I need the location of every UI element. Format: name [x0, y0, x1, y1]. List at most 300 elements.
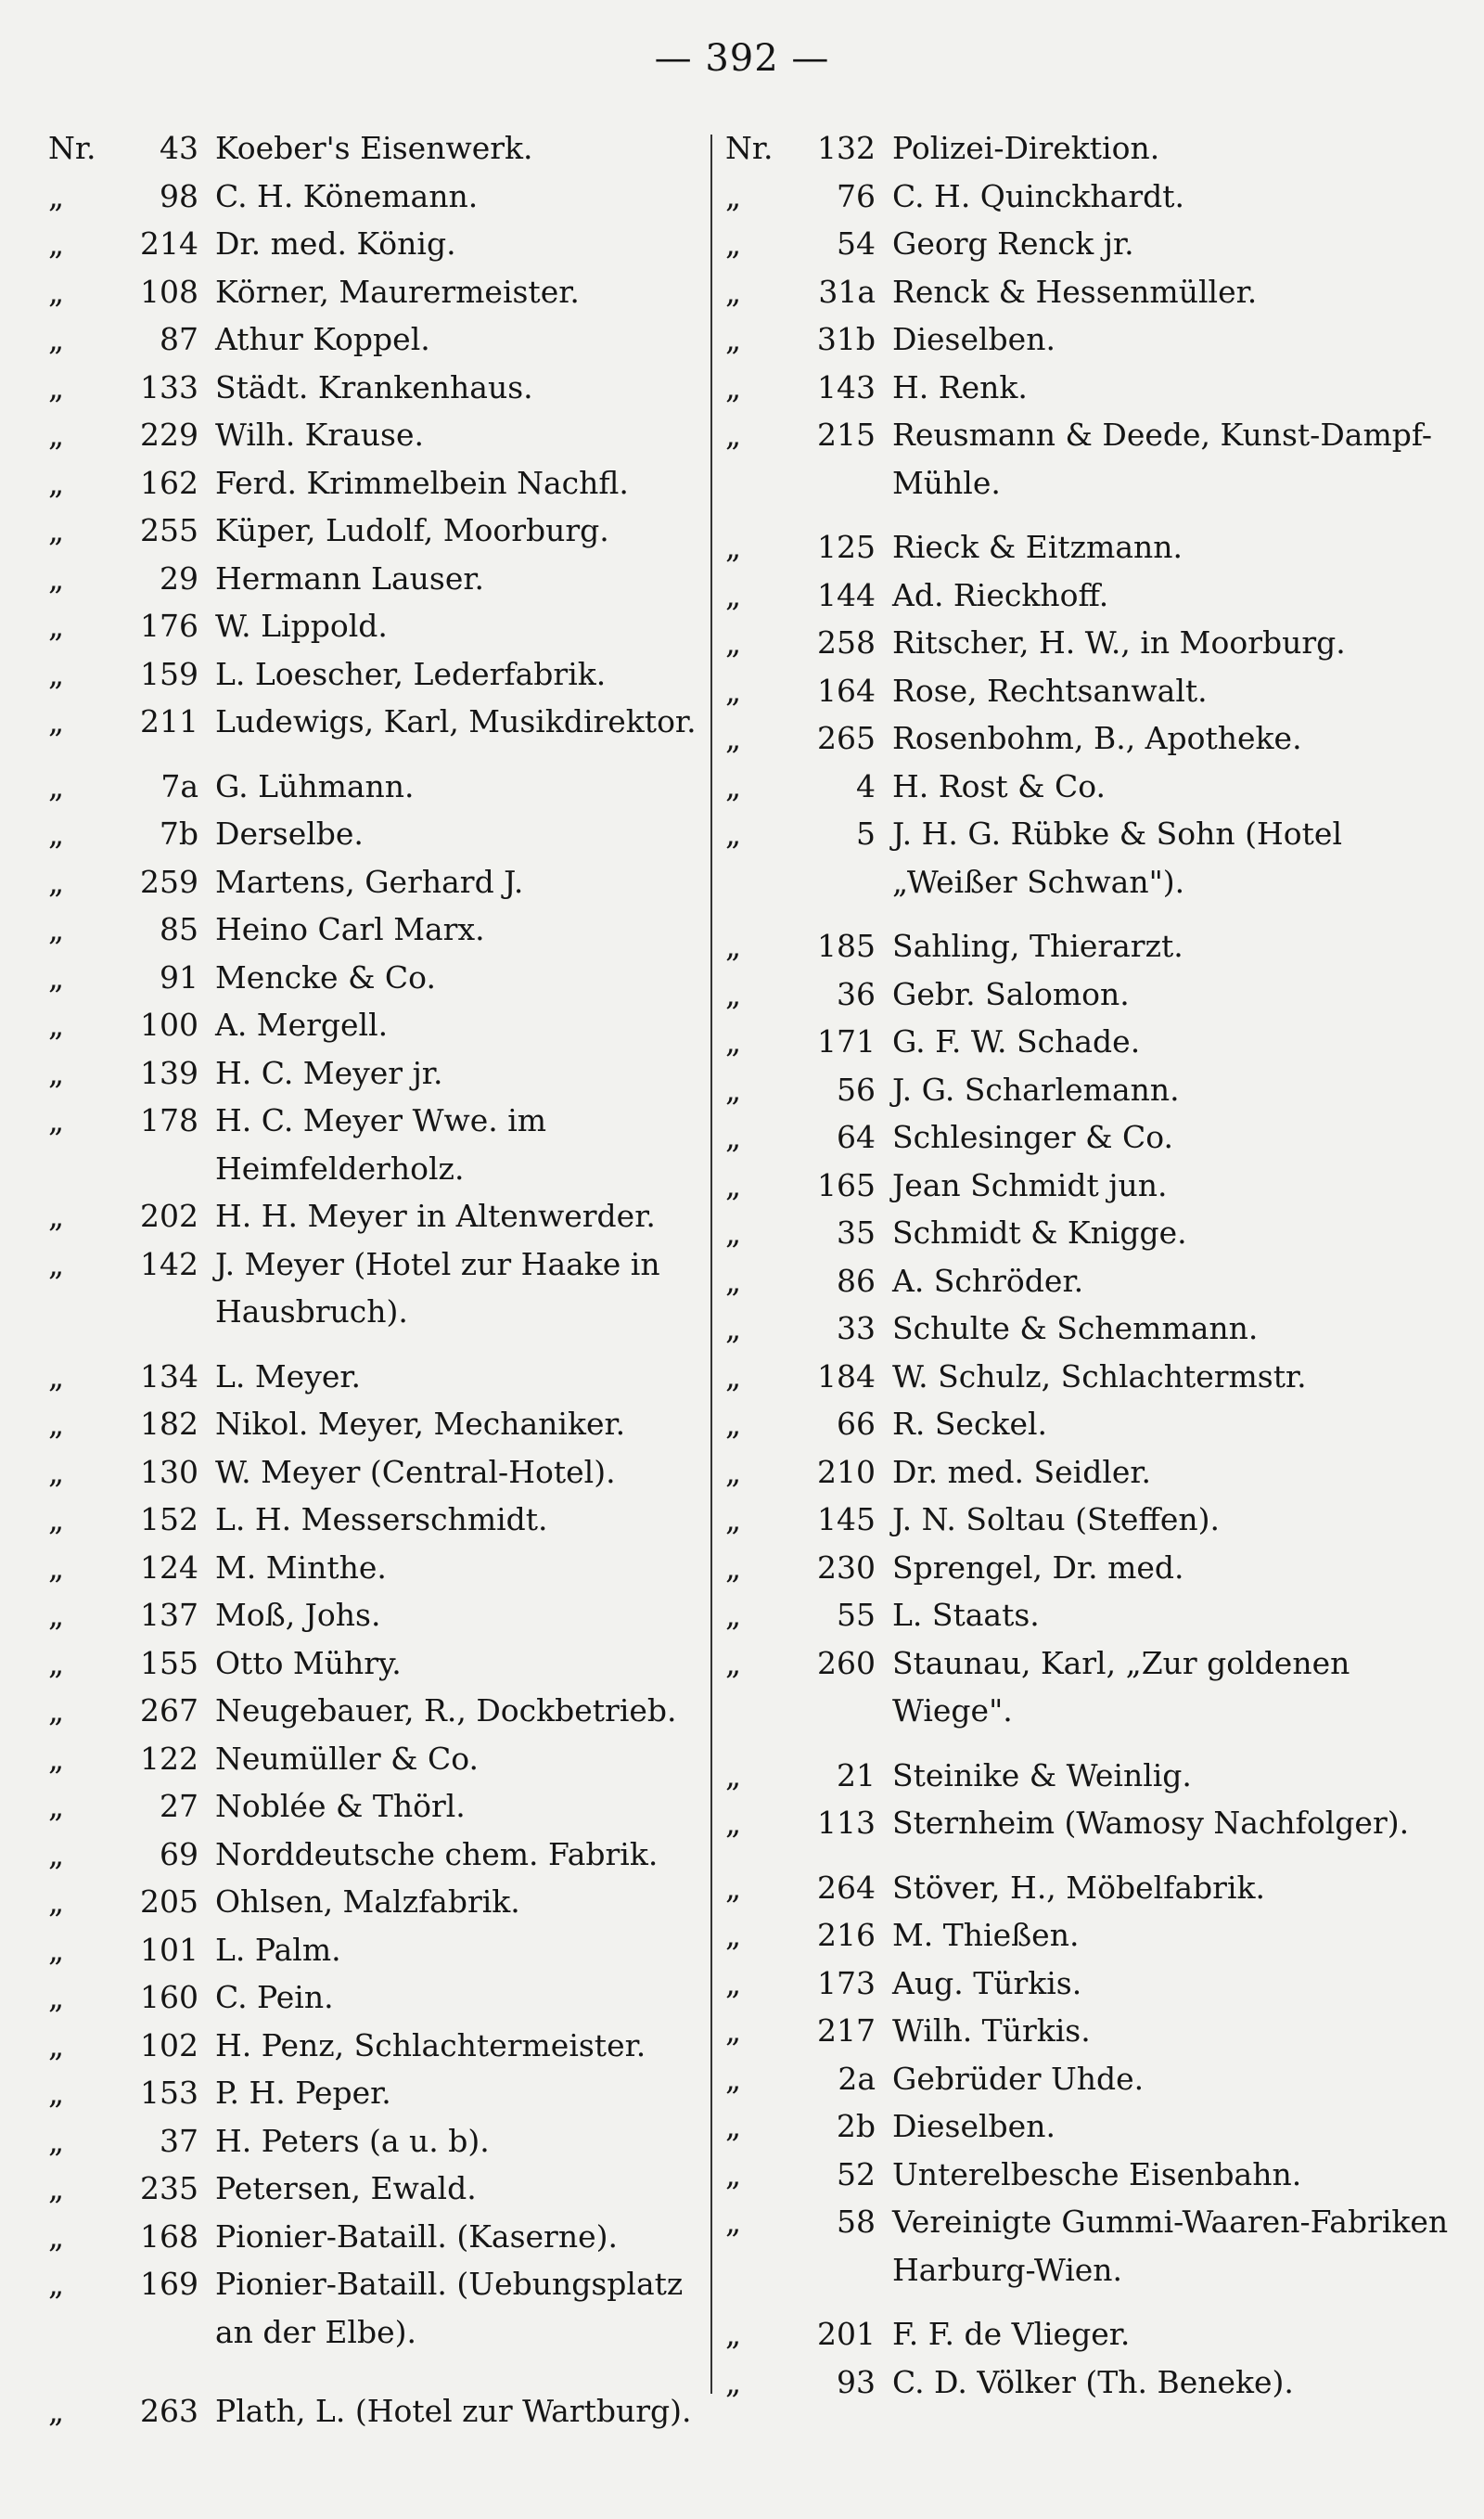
- entry-name: Georg Renck jr.: [892, 225, 1134, 262]
- directory-entry: [48, 1400, 721, 1448]
- entry-number-cell: [48, 2213, 215, 2261]
- entry-prefix: „: [725, 1805, 742, 1841]
- entry-prefix: „: [48, 321, 65, 357]
- entry-number: 137: [140, 1597, 198, 1633]
- entry-number-cell: [725, 2358, 892, 2407]
- directory-entry: [725, 2358, 1458, 2407]
- entry-number: 2a: [838, 2060, 876, 2097]
- directory-entry: [725, 1544, 1458, 1592]
- entry-number-cell: [725, 1496, 892, 1544]
- entry-name: Dr. med. König.: [215, 225, 456, 262]
- entry-name: Jean Schmidt jun.: [892, 1166, 1168, 1203]
- entry-number: 178: [140, 1102, 198, 1138]
- entry-number: 143: [817, 368, 876, 405]
- directory-entry: [48, 602, 721, 650]
- entry-prefix: „: [48, 225, 65, 262]
- entry-name: P. H. Peper.: [215, 2075, 391, 2111]
- entry-number: 230: [817, 1549, 876, 1586]
- directory-entry: [48, 459, 721, 508]
- entry-prefix: „: [725, 1023, 742, 1060]
- entry-prefix: „: [725, 1166, 742, 1203]
- entry-number-cell: [48, 2165, 215, 2213]
- entry-prefix: „: [48, 1453, 65, 1490]
- directory-entry: [48, 1496, 721, 1544]
- entry-number-cell: [48, 364, 215, 412]
- entry-number: 36: [837, 975, 876, 1012]
- directory-entry: [48, 1591, 721, 1639]
- entry-number: 86: [837, 1262, 876, 1299]
- entry-prefix: „: [48, 911, 65, 947]
- entry-number-cell: [48, 1097, 215, 1145]
- entry-number-cell: [725, 364, 892, 412]
- entry-number-cell: [725, 1018, 892, 1066]
- directory-entry: [725, 1448, 1458, 1497]
- entry-name: G. F. W. Schade.: [892, 1023, 1141, 1060]
- entry-prefix: „: [48, 1245, 65, 1282]
- entry-name: Koeber's Eisenwerk.: [215, 130, 533, 166]
- entry-prefix: „: [48, 1692, 65, 1729]
- entry-number-cell: [48, 763, 215, 811]
- entry-name: A. Mergell.: [215, 1007, 389, 1043]
- directory-entry: [48, 1735, 721, 1783]
- entry-number-cell: [48, 810, 215, 858]
- entry-number: 134: [140, 1357, 198, 1394]
- entry-name: H. C. Meyer jr.: [215, 1054, 443, 1091]
- entry-name: Wilh. Krause.: [215, 417, 424, 453]
- entry-name: H. Renk.: [892, 368, 1028, 405]
- entry-number: 122: [140, 1740, 198, 1777]
- directory-entry: [725, 1864, 1458, 1912]
- entry-number: 215: [817, 417, 876, 453]
- entry-prefix: „: [48, 958, 65, 996]
- entry-number-cell: [725, 1591, 892, 1639]
- directory-entry: [725, 1113, 1458, 1162]
- directory-entry: [48, 858, 721, 906]
- entry-prefix: „: [48, 1406, 65, 1442]
- entry-prefix: „: [725, 975, 742, 1012]
- entry-number: 210: [817, 1453, 876, 1490]
- entry-number-cell: [725, 2102, 892, 2151]
- entry-number: 160: [140, 1979, 198, 2015]
- entry-prefix: „: [725, 1501, 742, 1537]
- directory-entry: [725, 1960, 1458, 2008]
- directory-entry: [48, 1192, 721, 1240]
- entry-number-cell: [48, 1448, 215, 1497]
- entry-number-cell: [725, 1911, 892, 1960]
- directory-entry: [48, 173, 721, 221]
- entry-number: 58: [837, 2204, 876, 2240]
- page-number: — 392 —: [654, 37, 830, 80]
- directory-entry: [48, 650, 721, 699]
- entry-prefix: „: [48, 2266, 65, 2302]
- entry-prefix: „: [725, 225, 742, 262]
- entry-prefix: „: [48, 2075, 65, 2111]
- entry-number: 139: [140, 1054, 198, 1091]
- entry-prefix: „: [725, 1453, 742, 1490]
- directory-entry: [48, 268, 721, 316]
- entry-prefix: „: [48, 2393, 65, 2429]
- entry-number-cell: [725, 572, 892, 620]
- entry-number-cell: [48, 1192, 215, 1240]
- directory-entry: [725, 1591, 1458, 1639]
- entry-number-cell: [725, 1400, 892, 1448]
- entry-name: Otto Mühry.: [215, 1644, 402, 1681]
- entry-number-cell: [48, 1400, 215, 1448]
- entry-prefix: „: [725, 1310, 742, 1346]
- entry-number: 205: [140, 1883, 198, 1920]
- entry-number: 69: [160, 1835, 198, 1872]
- entry-number-cell: [725, 1353, 892, 1401]
- directory-entry: [48, 2117, 721, 2166]
- entry-number: 263: [140, 2393, 198, 2429]
- directory-entry: [48, 1831, 721, 1879]
- directory-entry: [725, 1257, 1458, 1305]
- right-column: [725, 124, 1458, 2406]
- entry-number: 201: [817, 2316, 876, 2352]
- entry-number: 27: [160, 1788, 198, 1824]
- entry-name: Petersen, Ewald.: [215, 2170, 477, 2206]
- entry-prefix: „: [725, 1964, 742, 2001]
- entry-name: J. N. Soltau (Steffen).: [892, 1501, 1220, 1537]
- entry-number: 125: [817, 529, 876, 565]
- entry-number-cell: [48, 2022, 215, 2070]
- entry-prefix: Nr.: [48, 130, 96, 166]
- entry-number: 108: [140, 273, 198, 310]
- entry-name: H. C. Meyer Wwe. im Heimfelderholz.: [215, 1102, 547, 1187]
- entry-number: 66: [837, 1406, 876, 1442]
- directory-entry: [48, 2213, 721, 2261]
- entry-prefix: „: [48, 1054, 65, 1091]
- entry-name: L. Meyer.: [215, 1357, 362, 1394]
- entry-number: 132: [817, 130, 876, 166]
- entry-name: C. H. Quinckhardt.: [892, 177, 1184, 214]
- directory-entry: [725, 2055, 1458, 2103]
- directory-entry: [48, 1878, 721, 1926]
- directory-entry: [48, 1687, 721, 1735]
- entry-prefix: „: [48, 2217, 65, 2255]
- entry-number: 152: [140, 1501, 198, 1537]
- entry-number: 229: [140, 417, 198, 453]
- entry-number: 54: [837, 225, 876, 262]
- entry-prefix: „: [48, 1597, 65, 1633]
- entry-prefix: „: [48, 1007, 65, 1043]
- entry-number: 52: [837, 2155, 876, 2192]
- directory-entry: [725, 1162, 1458, 1210]
- entry-prefix: „: [725, 2363, 742, 2400]
- entry-prefix: „: [725, 1262, 742, 1299]
- entry-name: Küper, Ludolf, Moorburg.: [215, 512, 609, 548]
- directory-entry: [48, 1782, 721, 1831]
- entry-number: 35: [837, 1215, 876, 1251]
- entry-prefix: „: [48, 863, 65, 900]
- entry-prefix: Nr.: [725, 130, 774, 166]
- entry-name: L. Palm.: [215, 1931, 341, 1968]
- entry-name: Pionier-Bataill. (Uebungsplatz an der Elbe).: [215, 2266, 684, 2350]
- entry-name: Schulte & Schemmann.: [892, 1310, 1259, 1346]
- entry-number: 217: [817, 2012, 876, 2049]
- entry-prefix: „: [48, 1549, 65, 1586]
- directory-entry: [725, 2198, 1458, 2294]
- directory-entry: [48, 1097, 721, 1192]
- entry-name: Ohlsen, Malzfabrik.: [215, 1883, 520, 1920]
- entry-number: 33: [837, 1310, 876, 1346]
- entry-prefix: „: [725, 368, 742, 405]
- entry-number: 31b: [816, 321, 876, 357]
- entry-name: Städt. Krankenhaus.: [215, 368, 533, 405]
- entry-prefix: „: [48, 1644, 65, 1681]
- entry-name: H. Penz, Schlachtermeister.: [215, 2026, 646, 2063]
- directory-entry: [725, 1911, 1458, 1960]
- directory-entry: [725, 268, 1458, 316]
- entry-prefix: „: [48, 1357, 65, 1394]
- directory-entry: [725, 922, 1458, 970]
- entry-number-cell: [725, 1544, 892, 1592]
- entry-number-cell: [725, 2198, 892, 2246]
- entry-number: 7a: [160, 767, 198, 804]
- entry-number-cell: [725, 2151, 892, 2199]
- entry-number-cell: [48, 1687, 215, 1735]
- entry-prefix: „: [725, 1756, 742, 1793]
- entry-prefix: „: [48, 512, 65, 548]
- entry-name: Sprengel, Dr. med.: [892, 1549, 1184, 1586]
- directory-entry: [725, 619, 1458, 667]
- entry-name: R. Seckel.: [892, 1406, 1048, 1442]
- entry-prefix: „: [725, 1071, 742, 1108]
- directory-entry: [725, 523, 1458, 572]
- entry-number: 98: [160, 177, 198, 214]
- entry-prefix: „: [725, 624, 742, 661]
- entry-number-cell: [48, 2260, 215, 2308]
- directory-entry: [725, 1639, 1458, 1735]
- entry-prefix: „: [725, 2155, 742, 2192]
- entry-prefix: „: [725, 1869, 742, 1906]
- directory-entry: [48, 906, 721, 954]
- entry-number-cell: [725, 1066, 892, 1114]
- directory-entry: [48, 1639, 721, 1688]
- entry-prefix: „: [725, 273, 742, 310]
- entry-name: W. Lippold.: [215, 608, 388, 644]
- entry-number: 76: [837, 177, 876, 214]
- entry-prefix: „: [48, 1740, 65, 1777]
- entry-prefix: „: [725, 816, 742, 852]
- entry-number-cell: [48, 1496, 215, 1544]
- entry-name: Körner, Maurermeister.: [215, 273, 580, 310]
- directory-entry: [48, 220, 721, 268]
- entry-name: Unterelbesche Eisenbahn.: [892, 2155, 1302, 2192]
- directory-entry: [48, 124, 721, 173]
- directory-entry: [725, 364, 1458, 412]
- entry-prefix: „: [48, 1883, 65, 1920]
- entry-name: L. H. Messerschmidt.: [215, 1501, 548, 1537]
- entry-number: 165: [817, 1166, 876, 1203]
- directory-entry: [48, 698, 721, 746]
- entry-number: 264: [817, 1869, 876, 1906]
- directory-entry: [48, 2387, 721, 2435]
- directory-entry: [48, 1973, 721, 2022]
- entry-prefix: „: [48, 2170, 65, 2206]
- entry-name: Ad. Rieckhoff.: [892, 576, 1109, 613]
- entry-number-cell: [48, 268, 215, 316]
- entry-number-cell: [48, 1240, 215, 1289]
- entry-number-cell: [48, 1782, 215, 1831]
- directory-entry: [725, 667, 1458, 715]
- entry-number: 21: [837, 1756, 876, 1793]
- entry-number-cell: [725, 1304, 892, 1353]
- entry-prefix: „: [725, 321, 742, 357]
- directory-entry: [725, 220, 1458, 268]
- directory-entry: [48, 507, 721, 555]
- entry-name: Mencke & Co.: [215, 958, 436, 996]
- entry-number-cell: [725, 315, 892, 364]
- entry-number: 259: [140, 863, 198, 900]
- entry-name: J. G. Scharlemann.: [892, 1071, 1180, 1108]
- entry-number-cell: [48, 858, 215, 906]
- directory-entry: [725, 572, 1458, 620]
- directory-entry: [725, 970, 1458, 1019]
- entry-number-cell: [725, 411, 892, 459]
- entry-number: 214: [140, 225, 198, 262]
- directory-entry: [725, 2310, 1458, 2358]
- entry-name: M. Thießen.: [892, 1917, 1080, 1953]
- entry-prefix: „: [725, 177, 742, 214]
- entry-prefix: „: [725, 1597, 742, 1633]
- entry-number-cell: [725, 2055, 892, 2103]
- entry-name: Gebr. Salomon.: [892, 975, 1130, 1012]
- entry-number-cell: [725, 220, 892, 268]
- entry-name: H. Peters (a u. b).: [215, 2122, 490, 2159]
- directory-entry: [48, 1926, 721, 1974]
- entry-name: Vereinigte Gummi-Waaren-Fabriken Harburg-Wien.: [892, 2204, 1449, 2288]
- entry-name: H. Rost & Co.: [892, 767, 1107, 804]
- entry-number: 133: [140, 368, 198, 405]
- entry-number: 37: [160, 2122, 198, 2159]
- entry-prefix: „: [725, 576, 742, 613]
- entry-prefix: „: [48, 1198, 65, 1234]
- entry-number: 130: [140, 1453, 198, 1490]
- entry-number-cell: [725, 173, 892, 221]
- entry-name: Aug. Türkis.: [892, 1964, 1082, 2001]
- entry-number-cell: [48, 220, 215, 268]
- entry-name: Plath, L. (Hotel zur Wartburg).: [215, 2393, 692, 2429]
- entry-number: 185: [817, 928, 876, 964]
- directory-entry: [725, 1400, 1458, 1448]
- entry-name: C. H. Könemann.: [215, 177, 479, 214]
- entry-number-cell: [48, 555, 215, 603]
- entry-number: 101: [140, 1931, 198, 1968]
- entry-number-cell: [48, 1831, 215, 1879]
- directory-entry: [48, 954, 721, 1002]
- directory-entry: [725, 810, 1458, 906]
- entry-name: Staunau, Karl, „Zur goldenen Wiege".: [892, 1644, 1350, 1729]
- entry-number: 87: [160, 321, 198, 357]
- directory-entry: [48, 555, 721, 603]
- entry-name: A. Schröder.: [892, 1262, 1084, 1299]
- entry-number-cell: [725, 619, 892, 667]
- entry-name: Heino Carl Marx.: [215, 911, 485, 947]
- entry-number: 184: [817, 1357, 876, 1394]
- entry-prefix: „: [725, 1119, 742, 1155]
- entry-name: Schmidt & Knigge.: [892, 1215, 1187, 1251]
- entry-name: F. F. de Vlieger.: [892, 2316, 1131, 2352]
- entry-number: 29: [160, 559, 198, 597]
- directory-entry: [725, 1209, 1458, 1257]
- entry-number: 144: [817, 576, 876, 613]
- entry-name: Steinike & Weinlig.: [892, 1756, 1192, 1793]
- entry-name: Hermann Lauser.: [215, 559, 484, 597]
- directory-entry: [725, 1799, 1458, 1847]
- entry-number: 202: [140, 1198, 198, 1234]
- entry-number: 173: [817, 1964, 876, 2001]
- entry-name: Rosenbohm, B., Apotheke.: [892, 720, 1302, 756]
- entry-number: 56: [837, 1071, 876, 1108]
- entry-name: Sahling, Thierarzt.: [892, 928, 1183, 964]
- directory-entry: [725, 1304, 1458, 1353]
- entry-number-cell: [48, 315, 215, 364]
- entry-prefix: „: [48, 767, 65, 804]
- entry-number-cell: [725, 1960, 892, 2008]
- entry-name: Dieselben.: [892, 321, 1055, 357]
- entry-number-cell: [48, 1878, 215, 1926]
- entry-number-cell: [725, 667, 892, 715]
- entry-name: W. Meyer (Central-Hotel).: [215, 1453, 616, 1490]
- entry-number: 91: [160, 958, 198, 996]
- directory-entry: [725, 1353, 1458, 1401]
- entry-number-cell: [725, 1162, 892, 1210]
- entry-number-cell: [48, 459, 215, 508]
- directory-entry: [725, 1018, 1458, 1066]
- entry-prefix: „: [725, 767, 742, 804]
- entry-number: 211: [140, 703, 198, 739]
- entry-number: 43: [160, 130, 198, 166]
- entry-name: Wilh. Türkis.: [892, 2012, 1091, 2049]
- entry-number-cell: [48, 1544, 215, 1592]
- directory-entry: [48, 1353, 721, 1401]
- directory-entry: [48, 2022, 721, 2070]
- directory-entry: [48, 315, 721, 364]
- entry-prefix: „: [725, 529, 742, 565]
- directory-entry: [48, 2069, 721, 2117]
- entry-number: 55: [837, 1597, 876, 1633]
- entry-name: Renck & Hessenmüller.: [892, 273, 1258, 310]
- entry-number-cell: [725, 2310, 892, 2358]
- entry-number: 142: [140, 1245, 198, 1282]
- entry-number: 168: [140, 2217, 198, 2255]
- entry-name: C. Pein.: [215, 1979, 334, 2015]
- directory-entry: [725, 411, 1458, 507]
- entry-number: 258: [817, 624, 876, 661]
- entry-name: Neugebauer, R., Dockbetrieb.: [215, 1692, 677, 1729]
- entry-number: 7b: [159, 816, 198, 852]
- entry-prefix: „: [48, 1102, 65, 1138]
- entry-name: C. D. Völker (Th. Beneke).: [892, 2363, 1294, 2400]
- entry-prefix: „: [725, 1406, 742, 1442]
- directory-entry: [48, 1544, 721, 1592]
- entry-prefix: „: [725, 2316, 742, 2352]
- entry-number: 85: [160, 911, 198, 947]
- entry-number: 124: [140, 1549, 198, 1586]
- entry-prefix: „: [48, 417, 65, 453]
- entry-name: M. Minthe.: [215, 1549, 387, 1586]
- entry-number-cell: [48, 954, 215, 1002]
- entry-number: 93: [837, 2363, 876, 2400]
- entry-prefix: „: [48, 1788, 65, 1824]
- entry-number: 176: [140, 608, 198, 644]
- entry-number-cell: [725, 1448, 892, 1497]
- entry-name: Athur Koppel.: [215, 321, 430, 357]
- entry-number-cell: [725, 714, 892, 763]
- entry-name: Martens, Gerhard J.: [215, 863, 524, 900]
- entry-number-cell: [48, 906, 215, 954]
